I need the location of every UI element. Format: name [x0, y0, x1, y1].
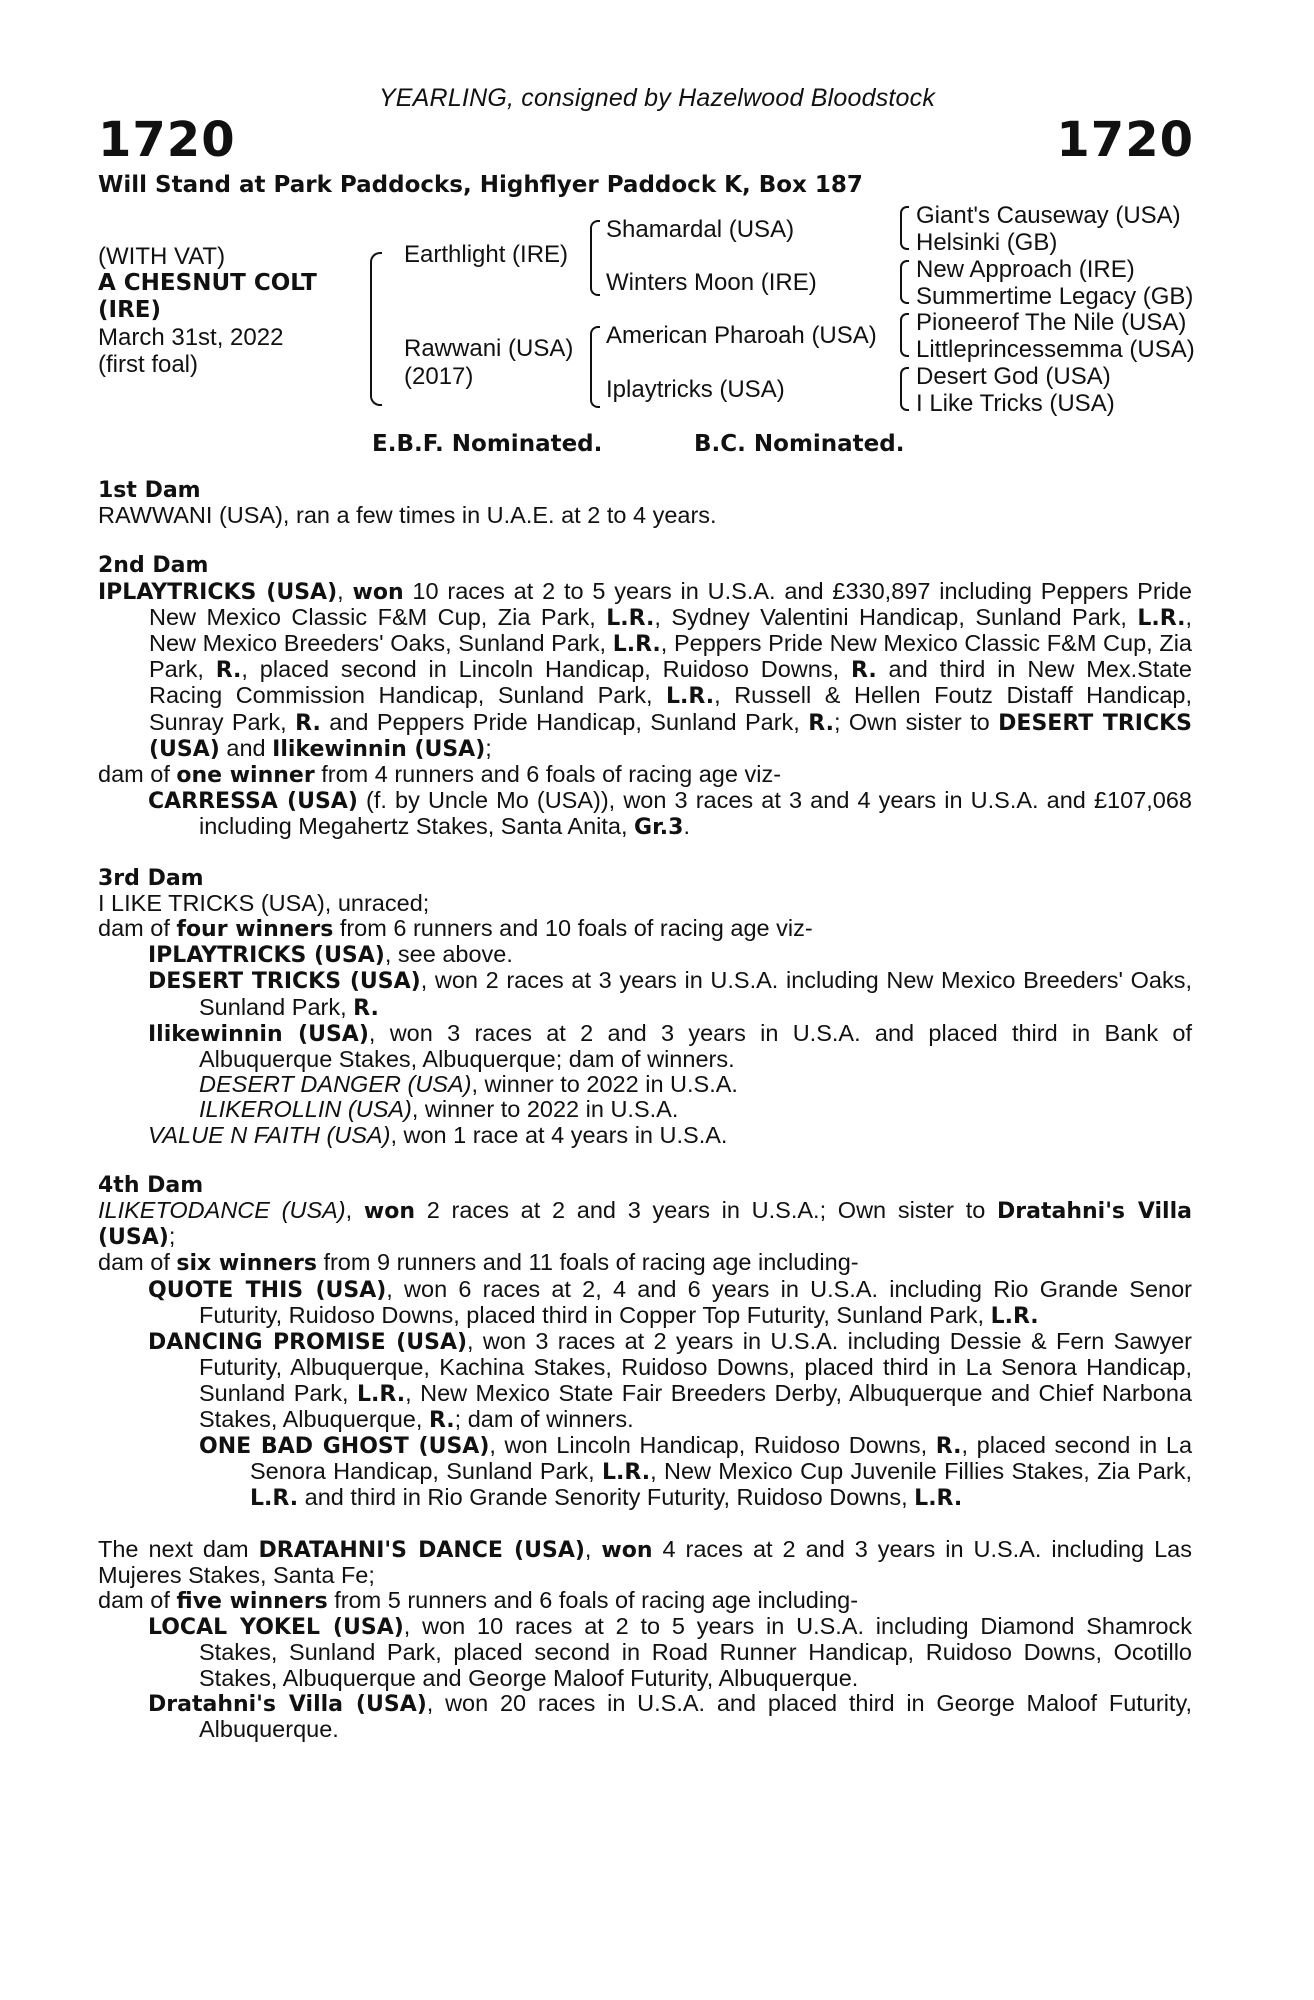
next-dam-progeny-1: LOCAL YOKEL (USA), won 10 races at 2 to 5 years in U.S.A. including Diamond Shamrock Stakes, Sunland Park, placed second in Road Runner Handicap, Ruidoso Downs, Ocotillo Stakes, Albuquerque and George Maloof Futurity, Albuquerque. [148, 1613, 1192, 1691]
next-dam-progeny-2: Dratahni's Villa (USA), won 20 races in U.S.A. and placed third in George Maloof Futurity, Albuquerque. [148, 1689, 1192, 1742]
lot-number-right: 1720 [1056, 112, 1194, 168]
pedigree-g7: Desert God (USA) [916, 363, 1111, 390]
pedigree-sire-dam: Winters Moon (IRE) [606, 269, 817, 296]
pedigree-brace-g1 [900, 206, 909, 250]
fourth-dam-grandprogeny: ONE BAD GHOST (USA), won Lincoln Handicap, Ruidoso Downs, R., placed second in La Senora Handicap, Sunland Park, L.R., New Mexico Cup Juvenile Fillies Stakes, Zia Park, L.R. and third in Rio Grande Senority Futurity, Ruidoso Downs, L.R. [199, 1431, 1193, 1512]
third-dam-line: I LIKE TRICKS (USA), unraced; [98, 889, 430, 916]
pedigree-brace-sire [590, 220, 600, 296]
third-dam-progeny-1: IPLAYTRICKS (USA), see above. [148, 941, 513, 969]
next-dam-record: The next dam DRATAHNI'S DANCE (USA), won 4 races at 2 and 3 years in U.S.A. including Las Mujeres Stakes, Santa Fe; [98, 1535, 1192, 1588]
fourth-dam-produce-summary: dam of six winners from 9 runners and 11 foals of racing age including- [98, 1249, 859, 1277]
sister-desert-tricks: DESERT TRICKS (USA) [149, 710, 1193, 762]
consignor-banner: YEARLING, consigned by Hazelwood Bloodstock [378, 84, 936, 112]
pedigree-brace-g3 [900, 313, 909, 357]
sister-ilikewinnin: Ilikewinnin (USA) [272, 736, 486, 762]
foal-note: (first foal) [98, 351, 199, 378]
lot-number-left: 1720 [98, 112, 236, 168]
third-dam-grandprogeny-2: ILIKEROLLIN (USA), winner to 2022 in U.S.A. [199, 1096, 679, 1123]
pedigree-g4: Summertime Legacy (GB) [916, 283, 1194, 310]
third-dam-progeny-2: DESERT TRICKS (USA), won 2 races at 3 years in U.S.A. including New Mexico Breeders' Oaks, Sunland Park, R. [148, 967, 1192, 1021]
fourth-dam-record: ILIKETODANCE (USA), won 2 races at 2 and 3 years in U.S.A.; Own sister to Dratahni's Villa (USA); [98, 1197, 1192, 1251]
pedigree-dam-sire: American Pharoah (USA) [606, 322, 877, 349]
second-dam-heading: 2nd Dam [98, 553, 209, 579]
fourth-dam-heading: 4th Dam [98, 1172, 204, 1198]
foaling-date: March 31st, 2022 [98, 324, 284, 351]
first-dam-text: RAWWANI (USA), ran a few times in U.A.E. at 2 to 4 years. [98, 502, 717, 529]
horse-country: (IRE) [98, 297, 162, 323]
pedigree-g3: New Approach (IRE) [916, 256, 1135, 283]
produce-record [98, 478, 1192, 1742]
next-dam-produce-summary: dam of five winners from 5 runners and 6 foals of racing age including- [98, 1586, 859, 1614]
pedigree-sire: Earthlight (IRE) [404, 241, 569, 268]
second-dam-name: IPLAYTRICKS (USA) [98, 579, 338, 605]
pedigree-dam-year: (2017) [404, 363, 474, 390]
third-dam-grandprogeny-1: DESERT DANGER (USA), winner to 2022 in U.S.A. [199, 1071, 738, 1098]
bc-nomination: B.C. Nominated. [694, 431, 905, 457]
stabling-location: Will Stand at Park Paddocks, Highflyer Paddock K, Box 187 [98, 172, 863, 198]
pedigree-g6: Littleprincessemma (USA) [916, 336, 1195, 363]
pedigree-g8: I Like Tricks (USA) [916, 390, 1115, 417]
pedigree-g2: Helsinki (GB) [916, 229, 1058, 256]
horse-description: A CHESNUT COLT [98, 270, 317, 296]
horse-summary [98, 243, 317, 378]
pedigree-sire-sire: Shamardal (USA) [606, 216, 795, 243]
fourth-dam-progeny-1: QUOTE THIS (USA), won 6 races at 2, 4 and 6 years in U.S.A. including Rio Grande Senor Futurity, Ruidoso Downs, placed third in Copper Top Futurity, Sunland Park, L.R. [148, 1275, 1192, 1329]
first-dam-heading: 1st Dam [98, 478, 201, 503]
pedigree-brace-g4 [900, 367, 909, 411]
vat-note: (WITH VAT) [98, 243, 226, 270]
pedigree-g5: Pioneerof The Nile (USA) [916, 309, 1187, 336]
pedigree-g1: Giant's Causeway (USA) [916, 202, 1181, 229]
ebf-nomination: E.B.F. Nominated. [372, 431, 603, 457]
third-dam-progeny-3: Ilikewinnin (USA), won 3 races at 2 and 3 years in U.S.A. and placed third in Bank of Albuquerque Stakes, Albuquerque; dam of winners. [148, 1019, 1192, 1073]
third-dam-heading: 3rd Dam [98, 865, 204, 891]
second-dam-progeny-carressa: CARRESSA (USA) (f. by Uncle Mo (USA)), won 3 races at 3 and 4 years in U.S.A. and £107,068 including Megahertz Stakes, Santa Anita, Gr.3. [148, 787, 1193, 841]
pedigree-brace-dam [590, 326, 600, 408]
third-dam-produce-summary: dam of four winners from 6 runners and 10 foals of racing age viz- [98, 915, 813, 943]
pedigree-brace-main [370, 252, 382, 406]
pedigree-brace-g2 [900, 260, 909, 304]
pedigree-dam: Rawwani (USA) [404, 335, 574, 362]
second-dam-record: IPLAYTRICKS (USA), won 10 races at 2 to 5 years in U.S.A. and £330,897 including Peppers Pride New Mexico Classic F&M Cup, Zia Park, L.R., Sydney Valentini Handicap, Sunland Park, L.R., New Mexico Breeders' Oaks, Sunland Park, L.R., Peppers Pride New Mexico Classic F&M Cup, Zia Park, R., placed second in Lincoln Handicap, Ruidoso Downs, R. and third in New Mex.State Racing Commission Handicap, Sunland Park, L.R., Russell & Hellen Foutz Distaff Handicap, Sunray Park, R. and Peppers Pride Handicap, Sunland Park, R.; Own sister to DESERT TRICKS (USA) and Ilikewinnin (USA); [98, 577, 1193, 762]
second-dam-produce-summary: dam of one winner from 4 runners and 6 foals of racing age viz- [98, 761, 782, 789]
fourth-dam-progeny-2: DANCING PROMISE (USA), won 3 races at 2 years in U.S.A. including Dessie & Fern Sawyer Futurity, Albuquerque, Kachina Stakes, Ruidoso Downs, placed third in La Senora Handicap, Sunland Park, L.R., New Mexico State Fair Breeders Derby, Albuquerque and Chief Narbona Stakes, Albuquerque, R.; dam of winners. [148, 1328, 1193, 1433]
pedigree-dam-dam: Iplaytricks (USA) [606, 376, 785, 403]
third-dam-progeny-4: VALUE N FAITH (USA), won 1 race at 4 years in U.S.A. [148, 1121, 728, 1148]
